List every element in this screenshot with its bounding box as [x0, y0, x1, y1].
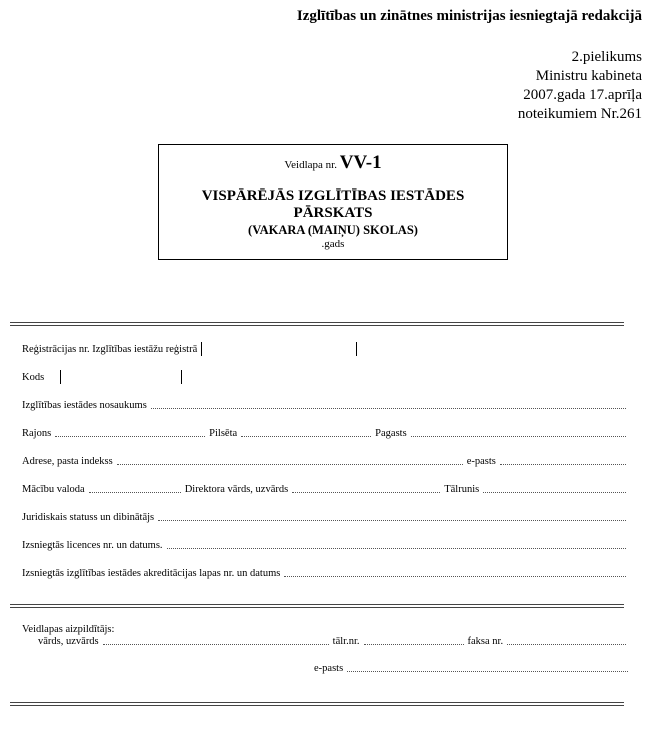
filler-email-row [314, 661, 632, 675]
address-row [22, 454, 630, 468]
ministry-note: Izglītības un zinātnes ministrijas iesniegtajā redakcijā [296, 8, 642, 24]
language-label: Mācību valoda [22, 483, 85, 495]
phone-label: Tālrunis [444, 483, 480, 495]
annex-line: 2.pielikums [571, 49, 642, 65]
city-label: Pilsēta [209, 427, 238, 439]
annex-line: noteikumiem Nr.261 [517, 106, 642, 122]
annex-line: 2007.gada 17.aprīļa [523, 87, 642, 103]
filler-name-label: vārds, uzvārds [38, 635, 99, 647]
address-field[interactable] [117, 464, 463, 465]
language-field[interactable] [89, 492, 181, 493]
accreditation-field[interactable] [284, 576, 626, 577]
legal-status-label: Juridiskais statuss un dibinātājs [22, 511, 155, 523]
licences-field[interactable] [167, 548, 626, 549]
legal-status-field[interactable] [158, 520, 626, 521]
filler-phone-field[interactable] [364, 644, 464, 645]
form-title-line1: VISPĀRĒJĀS IZGLĪTĪBAS IESTĀDES [201, 188, 465, 204]
accreditation-label: Izsniegtās izglītības iestādes akreditācijas lapas nr. un datums [22, 567, 281, 579]
annex-line: Ministru kabineta [535, 68, 642, 84]
district-label: Rajons [22, 427, 52, 439]
annex-block [518, 48, 642, 124]
licences-label: Izsniegtās licences nr. un datums. [22, 539, 163, 551]
institution-name-field[interactable] [151, 408, 626, 409]
filler-contact-row [38, 634, 630, 648]
language-row [22, 482, 630, 496]
address-label: Adrese, pasta indekss [22, 455, 113, 467]
filler-heading: Veidlapas aizpildītājs: [22, 623, 115, 635]
accreditation-row [22, 566, 630, 580]
divider-middle [10, 604, 624, 608]
form-subtitle: (VAKARA (MAIŅU) SKOLAS) [248, 223, 418, 237]
code-label: Kods [22, 371, 45, 383]
director-label: Direktora vārds, uzvārds [184, 483, 289, 495]
phone-field[interactable] [483, 492, 626, 493]
legal-status-row [22, 510, 630, 524]
parish-label: Pagasts [375, 427, 407, 439]
email-field[interactable] [500, 464, 626, 465]
filler-name-field[interactable] [103, 644, 329, 645]
divider-top [10, 322, 624, 326]
divider-bottom [10, 702, 624, 706]
city-field[interactable] [241, 436, 371, 437]
licences-row [22, 538, 630, 552]
institution-name-row [22, 398, 630, 412]
reg-nr-input[interactable] [201, 342, 357, 356]
reg-nr-row [22, 342, 630, 356]
form-number [159, 152, 507, 174]
filler-fax-field[interactable] [507, 644, 626, 645]
form-code: VV-1 [339, 152, 382, 173]
form-title-box [158, 144, 508, 260]
filler-email-field[interactable] [347, 671, 628, 672]
form-title-line2: PĀRSKATS [293, 205, 373, 221]
form-prefix: Veidlapa nr. [284, 159, 337, 171]
location-row [22, 426, 630, 440]
district-field[interactable] [55, 436, 205, 437]
year-label: .gads [321, 238, 345, 250]
email-label: e-pasts [466, 455, 496, 467]
institution-name-label: Izglītības iestādes nosaukums [22, 399, 147, 411]
filler-fax-label: faksa nr. [467, 635, 504, 647]
director-field[interactable] [292, 492, 440, 493]
code-input[interactable] [60, 370, 182, 384]
filler-phone-label: tālr.nr. [332, 635, 360, 647]
parish-field[interactable] [411, 436, 626, 437]
filler-email-label: e-pasts [314, 662, 344, 674]
reg-nr-label: Reģistrācijas nr. Izglītības iestāžu reģistrā [22, 343, 198, 355]
code-row [22, 370, 630, 384]
